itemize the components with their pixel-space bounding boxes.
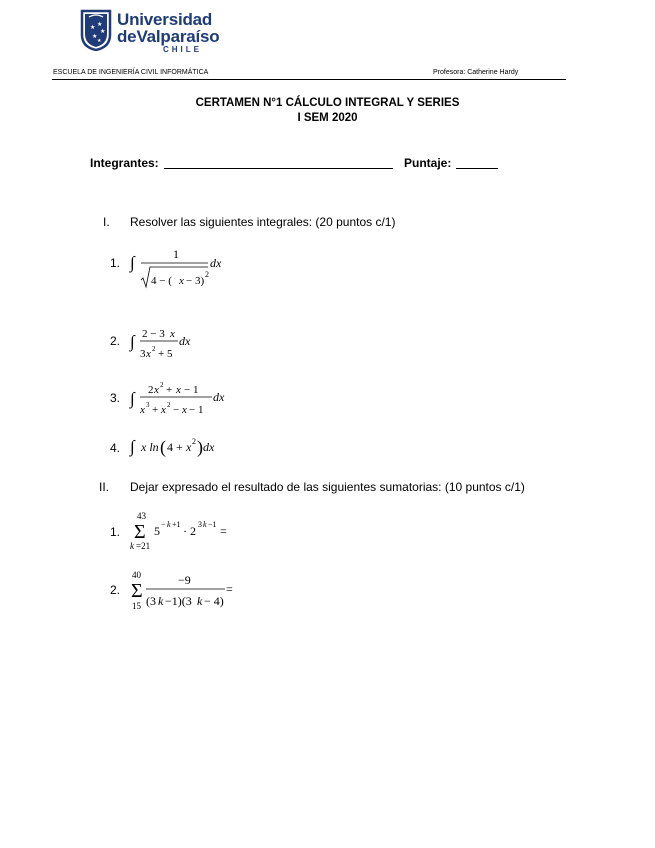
svg-text:∫: ∫ bbox=[130, 332, 135, 351]
svg-text:★: ★ bbox=[100, 29, 106, 35]
svg-text:x: x bbox=[186, 440, 192, 454]
svg-text:2: 2 bbox=[160, 381, 164, 389]
svg-text:★: ★ bbox=[92, 34, 98, 40]
integral-4-formula bbox=[128, 430, 228, 460]
svg-text:15: 15 bbox=[132, 601, 141, 611]
svg-text:=: = bbox=[220, 524, 227, 538]
svg-text:2 − 3: 2 − 3 bbox=[142, 328, 165, 340]
svg-text:Σ: Σ bbox=[134, 521, 146, 543]
exam-title: CERTAMEN N°1 CÁLCULO INTEGRAL Y SERIES bbox=[195, 97, 460, 109]
svg-text:−: − bbox=[173, 404, 180, 416]
svg-text:∫: ∫ bbox=[130, 389, 135, 408]
svg-text:): ) bbox=[197, 437, 203, 457]
svg-text:3: 3 bbox=[146, 401, 150, 409]
school-name: ESCUELA DE INGENIERÍA CIVIL INFORMÁTICA bbox=[53, 69, 209, 76]
svg-text:2: 2 bbox=[152, 345, 156, 353]
svg-text:k: k bbox=[203, 520, 207, 529]
svg-text:43: 43 bbox=[137, 511, 146, 521]
svg-text:=: = bbox=[226, 582, 233, 596]
integral-1-number: 1. bbox=[110, 256, 121, 270]
svg-text:k: k bbox=[130, 541, 134, 551]
puntaje-label: Puntaje: bbox=[404, 156, 452, 170]
svg-text:x: x bbox=[182, 404, 187, 416]
sum-1-formula bbox=[128, 508, 238, 554]
puntaje-field[interactable] bbox=[456, 168, 498, 169]
svg-text:40: 40 bbox=[132, 570, 141, 580]
svg-text:x: x bbox=[146, 348, 151, 360]
section2-number: II. bbox=[99, 480, 110, 494]
svg-text:3: 3 bbox=[140, 348, 146, 360]
svg-text:−1: −1 bbox=[208, 520, 217, 529]
section2-instructions: Dejar expresado el resultado de las siguientes sumatorias: (10 puntos c/1) bbox=[130, 480, 525, 494]
svg-text:+1: +1 bbox=[172, 520, 181, 529]
svg-text:dx: dx bbox=[213, 390, 225, 404]
svg-text:−9: −9 bbox=[178, 573, 191, 587]
integral-4-number: 4. bbox=[110, 441, 121, 455]
svg-text:(: ( bbox=[160, 437, 166, 457]
svg-text:4 +: 4 + bbox=[167, 440, 183, 454]
svg-text:(3: (3 bbox=[146, 594, 156, 608]
svg-text:· 2: · 2 bbox=[183, 524, 196, 538]
integral-3-number: 3. bbox=[110, 391, 121, 405]
university-country: CHILE bbox=[163, 45, 202, 54]
sum-2-number: 2. bbox=[110, 583, 121, 597]
svg-text:x: x bbox=[170, 328, 175, 340]
svg-text:− 3): − 3) bbox=[186, 275, 205, 287]
university-name-line1: Universidad bbox=[117, 10, 213, 29]
svg-text:dx: dx bbox=[179, 334, 191, 348]
svg-text:− 1: − 1 bbox=[184, 384, 199, 396]
svg-text:k: k bbox=[197, 594, 203, 608]
svg-text:x ln: x ln bbox=[141, 440, 159, 454]
professor-name: Profesora: Catherine Hardy bbox=[433, 69, 519, 76]
svg-text:2: 2 bbox=[148, 384, 154, 396]
svg-text:x: x bbox=[179, 275, 184, 287]
svg-text:k: k bbox=[158, 594, 164, 608]
svg-text:★: ★ bbox=[97, 39, 102, 44]
svg-text:2: 2 bbox=[205, 270, 209, 279]
section1-number: I. bbox=[103, 215, 110, 229]
integral-3-formula bbox=[128, 378, 238, 420]
integral-2-number: 2. bbox=[110, 334, 121, 348]
svg-text:4 − (: 4 − ( bbox=[151, 275, 172, 287]
svg-text:x: x bbox=[140, 404, 145, 416]
university-logo-icon bbox=[80, 9, 112, 51]
sum-1-number: 1. bbox=[110, 525, 121, 539]
integral-2-formula bbox=[128, 323, 208, 363]
svg-text:dx: dx bbox=[210, 256, 222, 270]
svg-text:1: 1 bbox=[173, 247, 179, 261]
svg-text:+: + bbox=[166, 384, 173, 396]
svg-text:x: x bbox=[161, 404, 166, 416]
svg-text:=21: =21 bbox=[136, 541, 151, 551]
svg-text:+: + bbox=[152, 404, 159, 416]
svg-text:x: x bbox=[176, 384, 181, 396]
svg-text:2: 2 bbox=[192, 437, 196, 446]
section1-instructions: Resolver las siguientes integrales: (20 puntos c/1) bbox=[130, 215, 396, 229]
integrantes-label: Integrantes: bbox=[90, 156, 159, 170]
svg-text:∫: ∫ bbox=[130, 437, 135, 456]
exam-semester: I SEM 2020 bbox=[297, 112, 358, 124]
svg-text:★: ★ bbox=[97, 22, 103, 28]
integrantes-field[interactable] bbox=[164, 168, 393, 169]
svg-text:−: − bbox=[161, 520, 166, 529]
sum-2-formula bbox=[128, 567, 243, 615]
svg-text:3: 3 bbox=[198, 520, 202, 529]
svg-text:dx: dx bbox=[203, 440, 215, 454]
svg-text:− 4): − 4) bbox=[204, 594, 224, 608]
svg-text:+ 5: + 5 bbox=[158, 348, 173, 360]
svg-text:− 1: − 1 bbox=[189, 404, 204, 416]
svg-text:5: 5 bbox=[154, 524, 160, 538]
svg-text:∫: ∫ bbox=[130, 253, 135, 272]
svg-text:k: k bbox=[167, 520, 171, 529]
integral-1-formula bbox=[128, 244, 228, 292]
university-name-line2: deValparaíso bbox=[117, 27, 220, 46]
svg-text:2: 2 bbox=[167, 401, 171, 409]
svg-text:Σ: Σ bbox=[131, 580, 143, 602]
svg-text:★: ★ bbox=[90, 25, 96, 31]
svg-text:−1)(3: −1)(3 bbox=[165, 594, 192, 608]
header-divider bbox=[52, 79, 566, 80]
svg-text:x: x bbox=[154, 384, 159, 396]
